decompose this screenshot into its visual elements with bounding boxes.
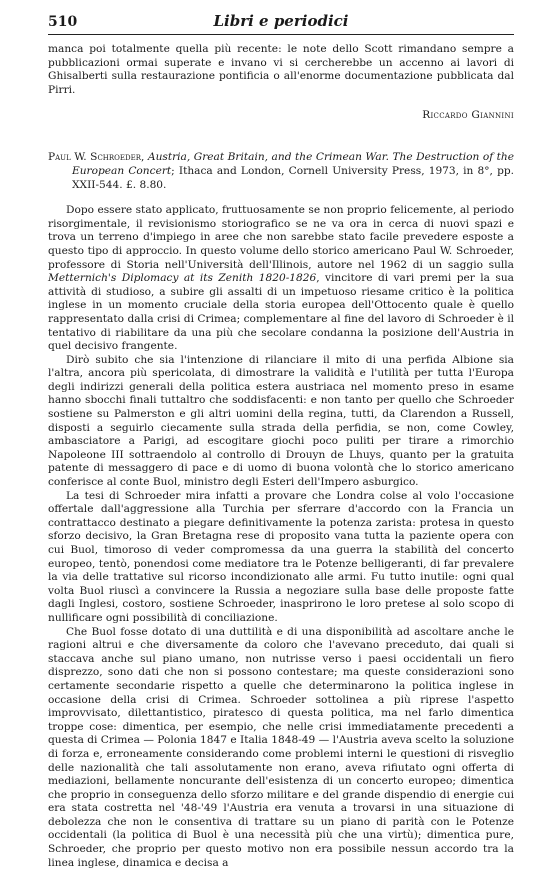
- review-body: [48, 204, 514, 870]
- previous-review-text: manca poi totalmente quella più recente: le note dello Scott rimandano sempre a pubblicazioni ormai superate e invano vi si cercherebbe un accenno ai lavori di Ghisalberti sulla restaurazione pontificia o all'enorme documentazione pubblicata dal Pirri.: [48, 43, 514, 96]
- review-paragraph-1: [48, 204, 514, 354]
- review-paragraph-4: Che Buol fosse dotato di una duttilità e di una disponibilità ad ascoltare anche le ragioni altrui e che diversamente da coloro che l'avevano preceduto, dai quali si staccava anche sul piano umano, non nutrisse verso i paesi occidentali un fiero disprezzo, sono dati che non si possono contestare; ma queste considerazioni sono certamente secondarie rispetto a quelle che determinarono la politica inglese in occasione della crisi di Crimea. Schroeder sottolinea a più riprese l'aspetto improvvisato, dilettantistico, piratesco di questa politica, ma nel farlo dimentica troppe cose: dimentica, per esempio, che nelle crisi immediatamente precedenti a questa di Crimea — Polonia 1847 e Italia 1848-49 — l'Austria aveva scelto la soluzione di forza e, erroneamente considerando come problemi interni le questioni di risveglio delle nazionalità che tali assolutamente non erano, aveva rifiutato ogni offerta di mediazioni, bellamente noncurante dell'esistenza di un concerto europeo; dimentica che proprio in conseguenza dello sforzo militare e del grande dispendio di energie cui era stata costretta nel '48-'49 l'Austria era venuta a trovarsi in una situazione di debolezza che non le consentiva di trattare su un piano di parità con le Potenze occidentali (la politica di Buol è una necessità più che una virtù); dimentica pure, Schroeder, che proprio per questo motivo non era possibile nessun accordo tra la linea inglese, dinamica e decisa a: [48, 625, 514, 869]
- review-paragraph-2: Dirò subito che sia l'intenzione di rilanciare il mito di una perfida Albione sia l'altra, ancora più spericolata, di dimostrare la validità e l'utilità per tutta l'Europa degli indirizzi generali della politica estera austriaca nel momento preso in esame hanno sbocchi finali tuttaltro che soddisfacenti: e non tanto per quello che Schroeder sostiene su Palmerston e gli altri uomini della regina, tutti, da Clarendon a Russell, disposti a seguirlo ciecamente sulla strada della perfidia, se non, come Cowley, ambasciatore a Parigi, ad escogitare giochi poco puliti per tirare a rimorchio Napoleone III sottraendolo al controllo di Drouyn de Lhuys, quanto per la gratuita patente di messaggero di pace e di uomo di buona volontà che lo storico americano conferisce al conte Buol, ministro degli Esteri dell'Impero asburgico.: [48, 353, 514, 489]
- review-book-title: Austria, Great Britain, and the Crimean War. The Destruction of the European Concert: [72, 151, 514, 177]
- page-header: [48, 12, 514, 35]
- running-title: Libri e periodici: [213, 12, 349, 30]
- paragraph-text: , vincitore di vari premi per la sua attività di studioso, a subire gli assalti di un impetuoso riesame critico è la politica inglese in un momento cruciale della storia europea dell'Ottocento quale è quello rappresentato dalla crisi di Crimea; complementare al fine del lavoro di Schroeder è il tentativo di riabilitare da una più che secolare condanna la posizione dell'Austria in quel decisivo frangente.: [48, 272, 514, 353]
- cited-work-title: Metternich's Diplomacy at its Zenith 1820-1826: [48, 272, 317, 285]
- review-citation: Paul W. Schroeder, Austria, Great Britain, and the Crimean War. The Destruction of the European Concert; Ithaca and London, Cornell University Press, 1973, in 8°, pp. XXII-544. £. 8.80.: [48, 151, 514, 191]
- review-paragraph-3: La tesi di Schroeder mira infatti a provare che Londra colse al volo l'occasione offertale dall'aggressione alla Turchia per sferrare d'accordo con la Francia un contrattacco destinato a piegare definitivamente la potenza zarista: protesa in questo sforzo decisivo, la Gran Bretagna rese di proposito vana tutta la paziente opera con cui Buol, timoroso di veder compromessa da una guerra la stabilità del concerto europeo, tentò, ponendosi come mediatore tra le Potenze belligeranti, di far prevalere la via delle trattative sul ricorso incondizionato alle armi. Fu tutto inutile: ogni qual volta Buol riuscì a convincere la Russia a negoziare sulla base delle proposte fatte dagli Inglesi, costoro, sostiene Schroeder, inasprirono le loro pretese al solo scopo di nullificare ogni possibilità di conciliazione.: [48, 489, 514, 624]
- review-publication-info: ; Ithaca and London, Cornell University Press, 1973, in 8°, pp. XXII-544. £. 8.80.: [72, 164, 514, 191]
- paragraph-text: Dopo essere stato applicato, fruttuosamente se non proprio felicemente, al periodo risorgimentale, il revisionismo storiografico se ne va ora in cerca di nuovi spazi e trova un terreno d'impiego in aree che non sarebbe stato facile prevedere esposte a questo tipo di approccio. In questo volume dello storico americano Paul W. Schroeder, professore di Storia nell'Università dell'Illinois, autore nel 1962 di un saggio sulla: [48, 204, 514, 271]
- reviewer-signature: Riccardo Giannini: [422, 109, 514, 122]
- review-author: Paul W. Schroeder: [48, 151, 142, 164]
- page-number: 510: [48, 14, 78, 30]
